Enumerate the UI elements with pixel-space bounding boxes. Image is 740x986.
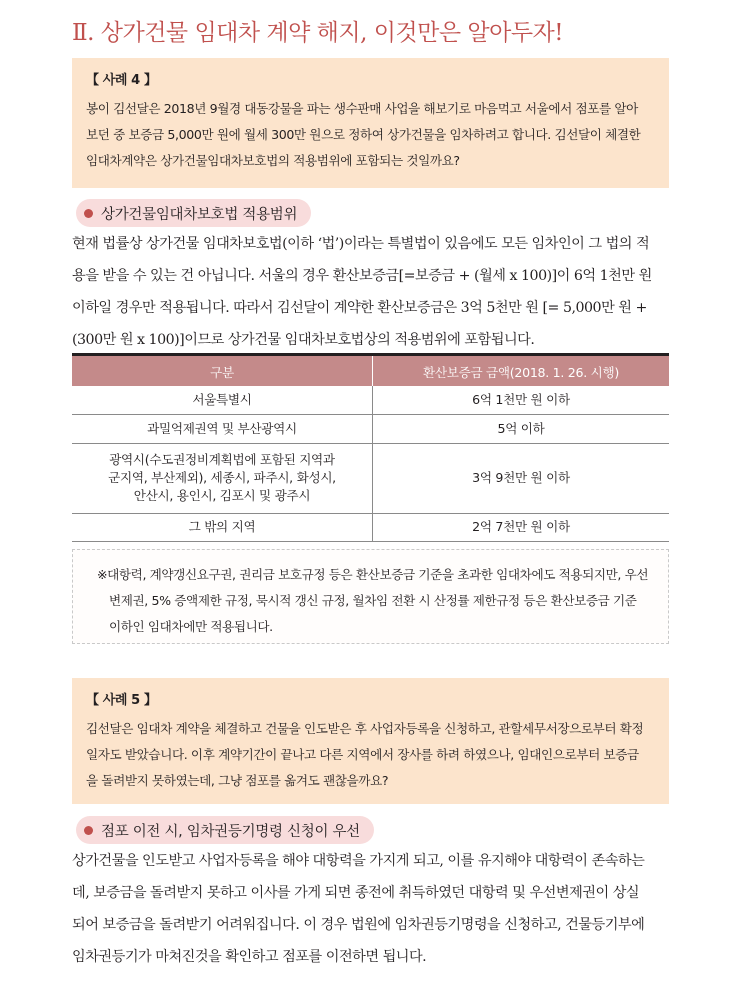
- case-5-line: 김선달은 임대차 계약을 체결하고 건물을 인도받은 후 사업자등록을 신청하고, 관할세무서장으로부터 확정: [86, 721, 644, 736]
- case-5-line: 일자도 받았습니다. 이후 계약기간이 끝나고 다른 지역에서 장사를 하려 하였으나, 임대인으로부터 보증금: [86, 747, 639, 762]
- note-line: 이하인 임대차에만 적용됩니다.: [109, 619, 273, 634]
- case-4-line: 봉이 김선달은 2018년 9월경 대동강물을 파는 생수판매 사업을 해보기로 마음먹고 서울에서 점포를 알아: [86, 101, 638, 116]
- case-4-label: 【 사례 4 】: [86, 73, 157, 88]
- amount-cell: 3억 9천만 원 이하: [373, 443, 670, 513]
- table-row: [72, 414, 669, 443]
- note-line: 변제권, 5% 증액제한 규정, 묵시적 갱신 규정, 월차임 전환 시 산정률 제한규정 등은 환산보증금 기준: [109, 593, 637, 608]
- section-heading-label: 점포 이전 시, 임차권등기명령 신청이 우선: [101, 823, 360, 840]
- region-line: 군지역, 부산제외), 세종시, 파주시, 화성시,: [108, 470, 336, 485]
- body-line: 데, 보증금을 돌려받지 못하고 이사를 가게 되면 종전에 취득하였던 대항력 및 우선변제권이 상실: [72, 885, 640, 901]
- case-5-line: 을 돌려받지 못하였는데, 그냥 점포를 옮겨도 괜찮을까요?: [86, 773, 389, 788]
- body-line: 현재 법률상 상가건물 임대차보호법(이하 ‘법’)이라는 특별법이 있음에도 모든 임차인이 그 법의 적: [72, 236, 650, 252]
- body-line: 용을 받을 수 있는 건 아닙니다. 서울의 경우 환산보증금[=보증금 + (월세 x 100)]이 6억 1천만 원: [72, 268, 652, 284]
- amount-cell: 6억 1천만 원 이하: [373, 386, 670, 414]
- region-cell: 과밀억제권역 및 부산광역시: [72, 414, 373, 443]
- table-header-row: [72, 355, 669, 387]
- note-box: [72, 549, 669, 644]
- amount-cell: 2억 7천만 원 이하: [373, 513, 670, 541]
- region-line: 광역시(수도권정비계획법에 포함된 지역과: [109, 452, 335, 467]
- bullet-dot-icon: [84, 826, 93, 835]
- page-title: Ⅱ. 상가건물 임대차 계약 해지, 이것만은 알아두자!: [72, 20, 564, 46]
- case-4-line: 보던 중 보증금 5,000만 원에 월세 300만 원으로 정하여 상가건물을 임차하려고 합니다. 김선달이 체결한: [86, 127, 641, 142]
- column-header-category: 구분: [72, 355, 373, 387]
- region-cell: 그 밖의 지역: [72, 513, 373, 541]
- case-4-text: [86, 96, 655, 174]
- region-cell: [72, 443, 373, 513]
- region-cell: 서울특별시: [72, 386, 373, 414]
- table-row: [72, 386, 669, 414]
- section-heading-relocation: [76, 816, 374, 844]
- column-header-amount: 환산보증금 금액(2018. 1. 26. 시행): [373, 355, 670, 387]
- deposit-threshold-table: [72, 353, 669, 542]
- section-2-body: [72, 845, 672, 973]
- case-4-box: [72, 58, 669, 188]
- case-5-text: [86, 716, 655, 794]
- region-line: 안산시, 용인시, 김포시 및 광주시: [133, 488, 311, 503]
- body-line: (300만 원 x 100)]이므로 상가건물 임대차보호법상의 적용범위에 포함됩니다.: [72, 332, 535, 348]
- case-4-line: 임대차계약은 상가건물임대차보호법의 적용범위에 포함되는 것일까요?: [86, 153, 460, 168]
- body-line: 상가건물을 인도받고 사업자등록을 해야 대항력을 가지게 되고, 이를 유지해야 대항력이 존속하는: [72, 853, 645, 869]
- section-heading-scope: [76, 199, 311, 227]
- note-line: ※대항력, 계약갱신요구권, 권리금 보호규정 등은 환산보증금 기준을 초과한 임대차에도 적용되지만, 우선: [97, 567, 649, 582]
- body-line: 되어 보증금을 돌려받기 어려워집니다. 이 경우 법원에 임차권등기명령을 신청하고, 건물등기부에: [72, 917, 645, 933]
- case-5-box: [72, 678, 669, 804]
- body-line: 이하일 경우만 적용됩니다. 따라서 김선달이 계약한 환산보증금은 3억 5천만 원 [= 5,000만 원 +: [72, 300, 647, 316]
- case-5-label: 【 사례 5 】: [86, 693, 157, 708]
- bullet-dot-icon: [84, 209, 93, 218]
- table-row: [72, 513, 669, 541]
- amount-cell: 5억 이하: [373, 414, 670, 443]
- section-1-body: [72, 228, 672, 356]
- body-line: 임차권등기가 마쳐진것을 확인하고 점포를 이전하면 됩니다.: [72, 949, 427, 965]
- table-row: [72, 443, 669, 513]
- section-heading-label: 상가건물임대차보호법 적용범위: [101, 206, 298, 223]
